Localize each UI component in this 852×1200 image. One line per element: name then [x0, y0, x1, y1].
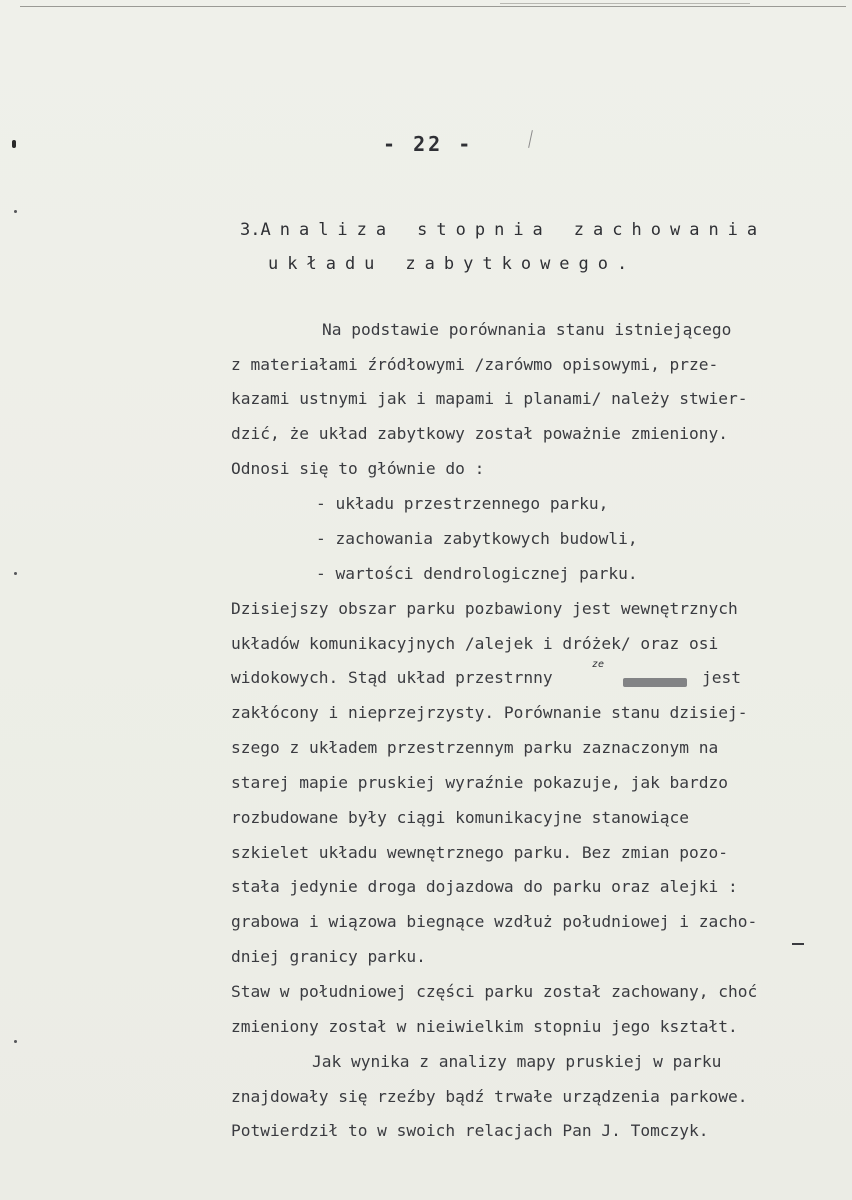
text-line: z materiałami źródłowymi /zarówmo opisowymi, prze-: [231, 355, 719, 374]
list-item: - wartości dendrologicznej parku.: [316, 564, 638, 583]
top-edge-line: [20, 6, 846, 7]
text-line: widokowych. Stąd układ przestrnny: [231, 668, 553, 687]
edge-dot-icon: [14, 572, 17, 575]
text-line: zakłócony i nieprzejrzysty. Porównanie stanu dzisiej-: [231, 703, 748, 722]
page-number: - 22 -: [383, 132, 474, 156]
list-item: - zachowania zabytkowych budowli,: [316, 529, 638, 548]
text-line: Potwierdził to w swoich relacjach Pan J. Tomczyk.: [231, 1121, 709, 1140]
text-line: Jak wynika z analizy mapy pruskiej w parku: [312, 1052, 722, 1071]
struck-out-word: [623, 678, 687, 687]
binding-hole-icon: [12, 140, 16, 148]
text-line: Odnosi się to głównie do :: [231, 459, 485, 478]
text-line: starej mapie pruskiej wyraźnie pokazuje, jak bardzo: [231, 773, 729, 792]
text-line: dniej granicy parku.: [231, 947, 426, 966]
text-line: układów komunikacyjnych /alejek i dróżek/ oraz osi: [231, 634, 719, 653]
text-line: szkielet układu wewnętrznego parku. Bez zmian pozo-: [231, 843, 729, 862]
heading-word: układu: [268, 254, 384, 274]
handwritten-insert: ze: [592, 659, 605, 670]
text-line: Na podstawie porównania stanu istniejącego: [322, 320, 732, 339]
text-line: rozbudowane były ciągi komunikacyjne stanowiące: [231, 808, 690, 827]
heading-word: Analiza: [260, 220, 396, 240]
edge-dot-icon: [14, 210, 17, 213]
section-heading-line-2: [268, 254, 636, 274]
heading-word: zabytkowego.: [405, 254, 637, 274]
text-line: szego z układem przestrzennym parku zaznaczonym na: [231, 738, 719, 757]
text-line: Staw w południowej części parku został zachowany, choć: [231, 982, 758, 1001]
section-heading-line-1: [240, 220, 766, 240]
section-number: 3.: [240, 220, 261, 240]
margin-dash: [792, 943, 804, 945]
text-line: kazami ustnymi jak i mapami i planami/ należy stwier-: [231, 389, 748, 408]
text-line: dzić, że układ zabytkowy został poważnie zmieniony.: [231, 424, 729, 443]
text-line: grabowa i wiązowa biegnące wzdłuż południowej i zacho-: [231, 912, 758, 931]
text-line: Dzisiejszy obszar parku pozbawiony jest wewnętrznych: [231, 599, 738, 618]
heading-word: zachowania: [573, 220, 767, 240]
text-line: jest: [702, 668, 741, 687]
edge-dot-icon: [14, 1040, 17, 1043]
top-edge-line-faint: [500, 3, 750, 4]
text-line: zmieniony został w nieiwielkim stopniu jego kształt.: [231, 1017, 738, 1036]
list-item: - układu przestrzennego parku,: [316, 494, 609, 513]
text-line: stała jedynie droga dojazdowa do parku oraz alejki :: [231, 877, 738, 896]
pen-stroke-icon: [528, 130, 533, 148]
text-line: znajdowały się rzeźby bądź trwałe urządzenia parkowe.: [231, 1087, 748, 1106]
heading-word: stopnia: [417, 220, 552, 240]
